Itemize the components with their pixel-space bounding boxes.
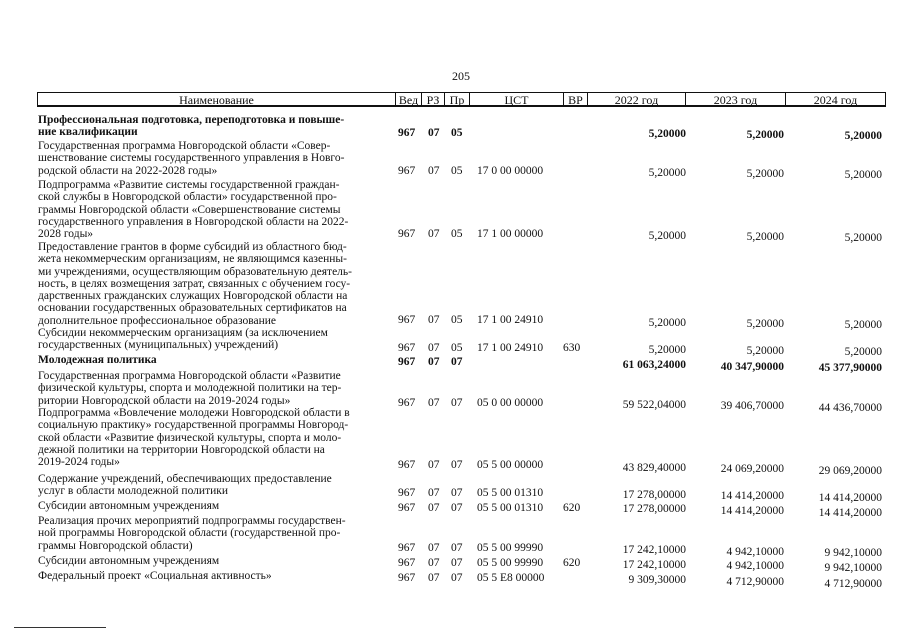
row-name: Субсидии некоммерческим организациям (за исключением государственных (муниципальных) учреждений) — [38, 327, 328, 352]
row-2023: 14 414,20000 — [720, 490, 784, 502]
row-pr: 07 — [451, 397, 463, 409]
row-2023: 39 406,70000 — [720, 400, 784, 412]
row-cst: 05 5 00 99990 — [477, 557, 544, 569]
row-pr: 05 — [451, 127, 463, 139]
row-2023: 5,20000 — [746, 231, 784, 243]
row-2022: 17 278,00000 — [622, 489, 686, 501]
row-ved: 967 — [398, 459, 416, 471]
row-2023: 4 712,90000 — [726, 576, 784, 588]
row-2022: 17 242,10000 — [622, 544, 686, 556]
row-vr: 620 — [563, 502, 581, 514]
row-2024: 14 414,20000 — [818, 492, 882, 504]
row-rz: 07 — [428, 314, 440, 326]
row-rz: 07 — [428, 165, 440, 177]
row-name: Подпрограмма «Развитие системы государственной граждан- ской службы в Новгородской области» государственной про- граммы Новгородской области «Совершенствование системы государственного управления в Новгородской области на 2022- 2028 годы» — [38, 179, 349, 241]
row-rz: 07 — [428, 397, 440, 409]
row-ved: 967 — [398, 342, 416, 354]
row-name: Государственная программа Новгородской области «Развитие физической культуры, спорта и молодежной политики на тер- ритории Новгородской области на 2019-2024 годы» — [38, 370, 342, 407]
row-pr: 07 — [451, 572, 463, 584]
row-pr: 05 — [451, 165, 463, 177]
row-2022: 61 063,24000 — [622, 359, 686, 371]
row-vr: 620 — [563, 557, 581, 569]
header-2022: 2022 год — [587, 92, 686, 107]
row-rz: 07 — [428, 557, 440, 569]
row-2024: 5,20000 — [844, 169, 882, 181]
row-cst: 17 1 00 24910 — [477, 314, 544, 326]
row-2023: 5,20000 — [746, 345, 784, 357]
row-rz: 07 — [428, 487, 440, 499]
row-ved: 967 — [398, 356, 416, 368]
row-rz: 07 — [428, 356, 440, 368]
row-vr: 630 — [563, 342, 581, 354]
row-name: Федеральный проект «Социальная активность» — [38, 570, 272, 582]
row-name: Молодежная политика — [38, 354, 157, 366]
row-rz: 07 — [428, 502, 440, 514]
row-cst: 17 0 00 00000 — [477, 165, 544, 177]
row-2022: 9 309,30000 — [628, 574, 686, 586]
row-2024: 5,20000 — [844, 346, 882, 358]
row-2022: 17 278,00000 — [622, 503, 686, 515]
row-2024: 9 942,10000 — [824, 547, 882, 559]
row-2024: 29 069,20000 — [818, 465, 882, 477]
row-cst: 17 1 00 00000 — [477, 228, 544, 240]
row-2024: 4 712,90000 — [824, 578, 882, 590]
row-2023: 14 414,20000 — [720, 505, 784, 517]
row-2023: 24 069,20000 — [720, 463, 784, 475]
row-ved: 967 — [398, 502, 416, 514]
row-name: Подпрограмма «Вовлечение молодежи Новгородской области в социальную практику» государственной программы Новгород- ской области «Развитие физической культуры, спорта и моло- дежной политики на территории Новгородской области на 2019-2024 годы» — [38, 407, 350, 469]
header-rz: РЗ — [421, 92, 445, 107]
row-name: Субсидии автономным учреждениям — [38, 500, 220, 512]
header-2023: 2023 год — [685, 92, 786, 107]
row-2023: 5,20000 — [746, 129, 784, 141]
row-ved: 967 — [398, 228, 416, 240]
row-pr: 05 — [451, 314, 463, 326]
row-pr: 05 — [451, 228, 463, 240]
footnote-separator — [14, 627, 106, 628]
row-pr: 07 — [451, 459, 463, 471]
row-cst: 05 0 00 00000 — [477, 397, 544, 409]
row-pr: 07 — [451, 557, 463, 569]
row-2022: 43 829,40000 — [622, 462, 686, 474]
row-2022: 5,20000 — [648, 128, 686, 140]
row-ved: 967 — [398, 542, 416, 554]
header-ved: Вед — [395, 92, 422, 107]
row-2023: 5,20000 — [746, 318, 784, 330]
row-ved: 967 — [398, 487, 416, 499]
row-cst: 05 5 00 00000 — [477, 459, 544, 471]
row-name: Профессиональная подготовка, переподготовка и повыше- ние квалификации — [38, 114, 345, 139]
row-pr: 07 — [451, 356, 463, 368]
header-name: Наименование — [37, 92, 396, 107]
row-cst: 05 5 00 01310 — [477, 487, 544, 499]
row-2024: 45 377,90000 — [818, 362, 882, 374]
row-ved: 967 — [398, 127, 416, 139]
row-name: Государственная программа Новгородской области «Совер- шенствование системы государственного управления в Новго- родской области на 2022-2028 годы» — [38, 140, 345, 177]
row-2024: 5,20000 — [844, 319, 882, 331]
row-ved: 967 — [398, 572, 416, 584]
row-cst: 17 1 00 24910 — [477, 342, 544, 354]
row-rz: 07 — [428, 459, 440, 471]
row-ved: 967 — [398, 165, 416, 177]
row-cst: 05 5 E8 00000 — [477, 572, 545, 584]
row-2023: 4 942,10000 — [726, 546, 784, 558]
row-2024: 5,20000 — [844, 232, 882, 244]
row-2024: 14 414,20000 — [818, 507, 882, 519]
row-2024: 9 942,10000 — [824, 562, 882, 574]
row-2023: 4 942,10000 — [726, 560, 784, 572]
row-rz: 07 — [428, 228, 440, 240]
page-number: 205 — [452, 69, 470, 83]
row-rz: 07 — [428, 127, 440, 139]
row-2022: 5,20000 — [648, 317, 686, 329]
row-rz: 07 — [428, 542, 440, 554]
header-pr: Пр — [444, 92, 470, 107]
header-2024: 2024 год — [785, 92, 886, 107]
row-pr: 07 — [451, 542, 463, 554]
row-ved: 967 — [398, 557, 416, 569]
row-2022: 5,20000 — [648, 344, 686, 356]
row-rz: 07 — [428, 342, 440, 354]
row-cst: 05 5 00 01310 — [477, 502, 544, 514]
row-ved: 967 — [398, 314, 416, 326]
row-name: Предоставление грантов в форме субсидий из областного бюд- жета некоммерческим организациям, не являющимся казенны- ми учреждениями, осуществляющим образовательную деятель- ность, в целях возмещения затрат, связанных с обучением госу- дарственных гражданских служащих Новгородской области на основании государственных образовательных сертификатов на дополнительное профессиональное образование — [38, 241, 352, 327]
row-name: Реализация прочих мероприятий подпрограммы государствен- ной программы Новгородской области (государственной про- граммы Новгородской области) — [38, 515, 346, 552]
row-2022: 5,20000 — [648, 230, 686, 242]
row-pr: 05 — [451, 342, 463, 354]
row-ved: 967 — [398, 397, 416, 409]
row-2022: 17 242,10000 — [622, 559, 686, 571]
row-2022: 59 522,04000 — [622, 399, 686, 411]
row-2023: 5,20000 — [746, 168, 784, 180]
row-name: Субсидии автономным учреждениям — [38, 555, 220, 567]
row-name: Содержание учреждений, обеспечивающих предоставление услуг в области молодежной политики — [38, 473, 332, 498]
row-cst: 05 5 00 99990 — [477, 542, 544, 554]
row-pr: 07 — [451, 487, 463, 499]
row-rz: 07 — [428, 572, 440, 584]
row-2023: 40 347,90000 — [720, 361, 784, 373]
row-pr: 07 — [451, 502, 463, 514]
row-2024: 44 436,70000 — [818, 402, 882, 414]
header-vr: ВР — [563, 92, 588, 107]
header-cst: ЦСТ — [469, 92, 564, 107]
row-2024: 5,20000 — [844, 130, 882, 142]
row-2022: 5,20000 — [648, 167, 686, 179]
